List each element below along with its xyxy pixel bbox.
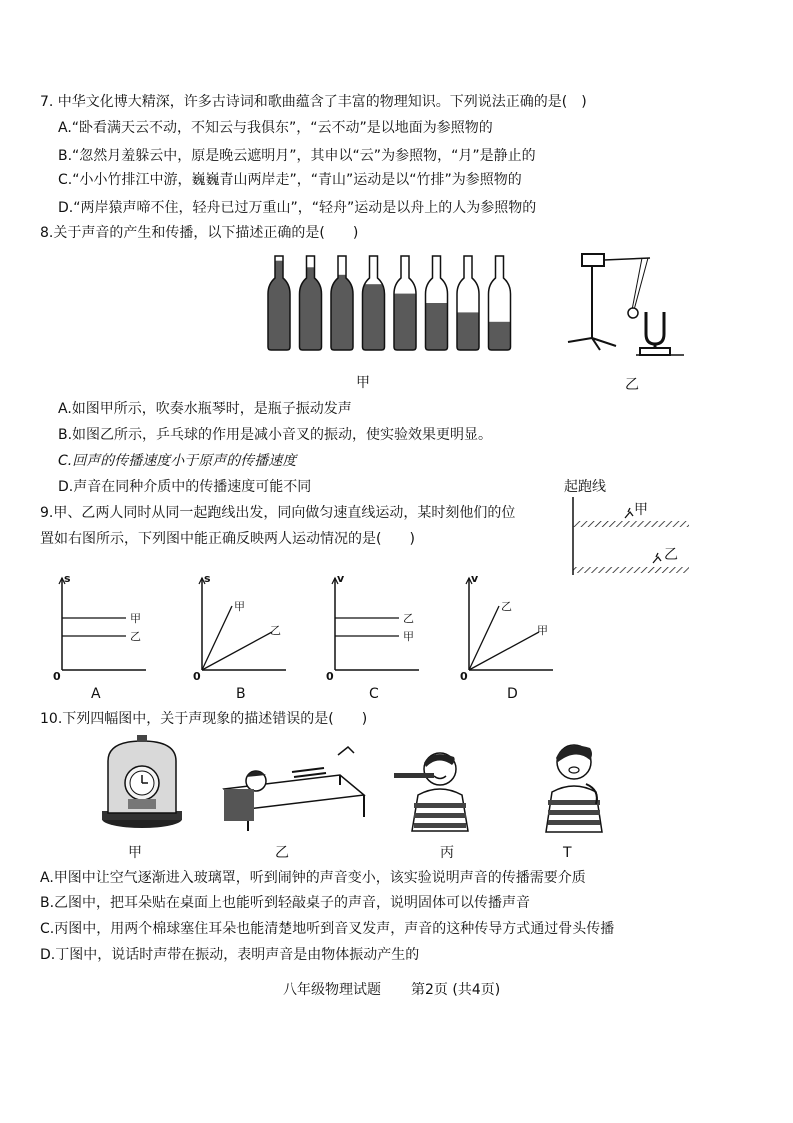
runner-yi-label: 乙 [664,547,678,563]
q10-option-d: D.丁图中，说话时声带在振动，表明声音是由物体振动产生的 [40,947,420,963]
lower-line [469,632,539,670]
q9-stem-line1: 9.甲、乙两人同时从同一起跑线出发，同向做匀速直线运动，某时刻他们的位 [40,505,516,521]
q10-caption-yi: 乙 [275,845,289,861]
runner-jia-label: 甲 [634,502,648,518]
bottle-water [300,267,322,350]
lower-line [202,632,272,670]
upper-series-label: 乙 [501,600,512,613]
vocal-cord-figure [534,732,616,836]
upper-series-label: 乙 [403,612,414,625]
upper-line [469,606,499,670]
upper-series-label: 甲 [130,612,141,625]
footer-page: 第2页 (共4页) [411,982,501,998]
footer-title: 八年级物理试题 [283,982,381,998]
start-line-label: 起跑线 [564,479,606,495]
bottle-water [426,303,448,350]
y-axis-label: s [64,572,71,585]
bottle-water [489,322,511,350]
lower-series-label: 甲 [537,624,548,637]
bell-jar-figure [98,733,186,831]
q9-stem-line2: 置如右图所示，下列图中能正确反映两人运动情况的是( ) [40,531,415,547]
q10-option-b: B.乙图中，把耳朵贴在桌面上也能听到轻敲桌子的声音，说明固体可以传播声音 [40,895,531,911]
y-axis-label: v [337,572,345,585]
q8-option-d: D.声音在同种介质中的传播速度可能不同 [58,479,312,495]
q8-fig-yi-caption: 乙 [625,377,639,393]
q10-option-a: A.甲图中让空气逐渐进入玻璃罩，听到闹钟的声音变小，该实验说明声音的传播需要介质 [40,870,586,886]
q8-fig-jia-caption: 甲 [356,375,370,391]
graph-b-letter: B [236,686,246,702]
bottle-water [363,284,385,350]
running-track-figure [568,497,692,577]
graph-b [190,570,300,682]
q8-stem: 8.关于声音的产生和传播，以下描述正确的是( ) [40,225,359,241]
bone-conduction-figure [392,739,484,835]
q8-option-b: B.如图乙所示，乒乓球的作用是减小音叉的振动，使实验效果更明显。 [58,427,493,443]
origin-label: 0 [460,670,468,682]
q7-option-c: C.“小小竹排江中游，巍巍青山两岸走”，“青山”运动是以“竹排”为参照物的 [58,172,522,188]
upper-line [202,606,232,670]
y-axis-label: v [471,572,479,585]
q7-option-d: D.“两岸猿声啼不住，轻舟已过万重山”，“轻舟”运动是以舟上的人为参照物的 [58,200,537,216]
lower-series-label: 乙 [270,624,281,637]
graph-d-letter: D [507,686,518,702]
graph-c [323,570,433,682]
upper-series-label: 甲 [234,600,245,613]
graph-a [50,570,160,682]
graph-a-letter: A [91,686,101,702]
bottle-row [268,256,511,350]
q10-caption-ding: T [563,845,572,861]
bottle-water [394,294,416,350]
bottle-water [268,261,290,350]
q7-option-a: A.“卧看满天云不动，不知云与我俱东”，“云不动”是以地面为参照物的 [58,120,493,136]
tuning-fork-figure [560,242,692,362]
q10-option-c: C.丙图中，用两个棉球塞住耳朵也能清楚地听到音叉发声，声音的这种传导方式通过骨头传播 [40,921,615,937]
bottle-water [331,275,353,350]
q8-option-a: A.如图甲所示，吹奏水瓶琴时，是瓶子振动发声 [58,401,352,417]
desk-figure [220,745,366,833]
q8-option-c: C.回声的传播速度小于原声的传播速度 [58,453,297,469]
q7-stem: 7. 中华文化博大精深，许多古诗词和歌曲蕴含了丰富的物理知识。下列说法正确的是( ) [40,94,587,110]
lower-series-label: 乙 [130,630,141,643]
origin-label: 0 [53,670,61,682]
y-axis-label: s [204,572,211,585]
water-bottles-figure [262,250,524,356]
bottle-water [457,312,479,350]
q10-stem: 10.下列四幅图中，关于声现象的描述错误的是( ) [40,711,368,727]
origin-label: 0 [326,670,334,682]
graph-c-letter: C [369,686,379,702]
q10-caption-bing: 丙 [440,845,454,861]
q7-option-b: B.“忽然月羞躲云中，原是晚云遮明月”，其申以“云”为参照物，“月”是静止的 [58,148,536,164]
origin-label: 0 [193,670,201,682]
q10-caption-jia: 甲 [128,845,142,861]
lower-series-label: 甲 [403,630,414,643]
graph-d [457,570,567,682]
